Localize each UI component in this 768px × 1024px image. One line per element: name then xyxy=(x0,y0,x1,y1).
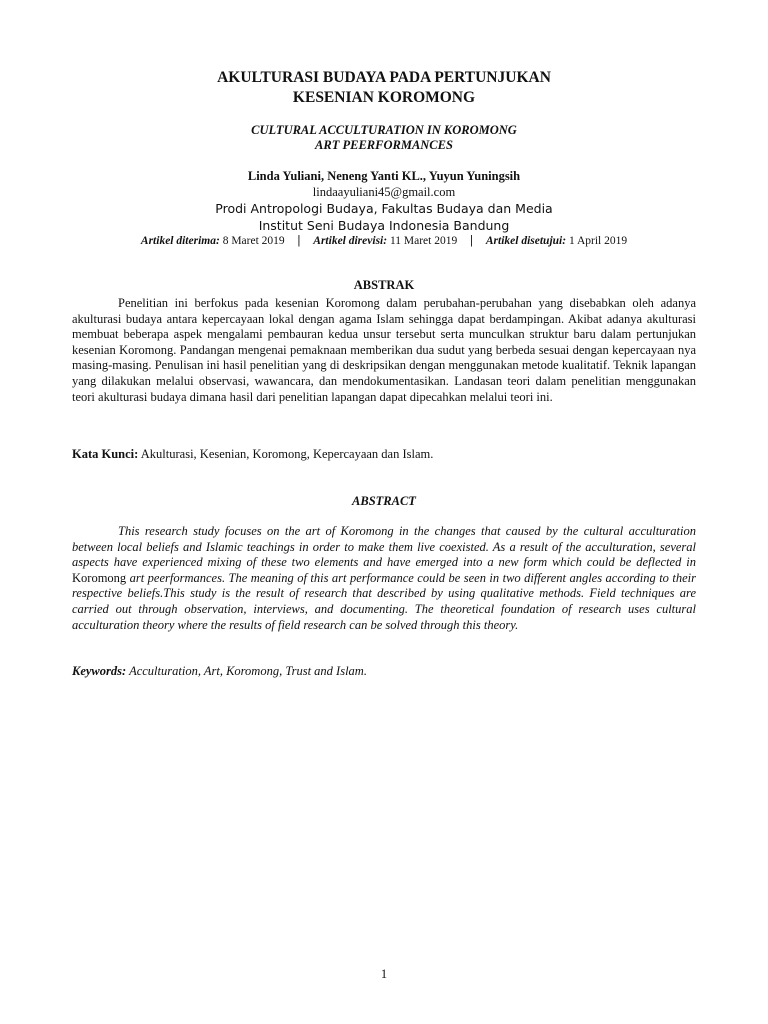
keywords-text: Acculturation, Art, Koromong, Trust and Islam. xyxy=(129,664,367,678)
kata-kunci-label: Kata Kunci: xyxy=(72,447,139,461)
abstract-body-koromong: Koromong xyxy=(72,570,127,585)
author-email: lindaayuliani45@gmail.com xyxy=(312,185,456,199)
paper-title-line-1: AKULTURASI BUDAYA PADA PERTUNJUKAN xyxy=(217,69,551,86)
article-dates xyxy=(0,232,768,249)
received-value: 8 Maret 2019 xyxy=(222,235,285,247)
accepted-label: Artikel disetujui: xyxy=(485,235,567,247)
paper-subtitle-line-2: ART PEERFORMANCES xyxy=(315,138,453,152)
page-number: 1 xyxy=(380,967,388,981)
paper-subtitle xyxy=(0,123,768,153)
abstrak-body: Penelitian ini berfokus pada kesenian Koromong dalam perubahan-perubahan yang disebabkan oleh adanya akulturasi budaya antara kepercayaan lokal dengan agama Islam sehingga dapat berdampingan. Akibat adanya akulturasi membuat beberapa aspek mengalami pembauran kedua unsur tersebut serta munculkan struktur baru dalam pertunjukan kesenian Koromong. Pandangan mengenai pemaknaan memberikan dua sudut yang berbeda sesuai dengan kepercayaan nya masing-masing. Penulisan ini hasil penelitian yang di deskripsikan dengan menggunakan metode kualitatif. Teknik lapangan yang dilakukan melalui observasi, wawancara, dan mendokumentasikan. Landasan teori dalam penelitian menggunakan teori akulturasi budaya dimana hasil dari penelitian lapangan dapat dipecahkan melalui teori ini. xyxy=(72,296,696,404)
date-separator: | xyxy=(470,232,473,247)
keywords-label: Keywords: xyxy=(72,664,127,678)
abstract-body-part-1: This research study focuses on the art of Koromong in the changes that caused by the cultural acculturation between local beliefs and Islamic teachings in order to make them live coexisted. As a result of the acculturation, several aspects have experienced mixing of these two elements and have emerged into a new form which could be deflected in xyxy=(72,524,696,570)
abstract-body xyxy=(72,524,696,633)
accepted-value: 1 April 2019 xyxy=(568,235,628,247)
abstract-heading: ABSTRACT xyxy=(352,494,416,508)
affiliation-line-2: Institut Seni Budaya Indonesia Bandung xyxy=(258,218,510,233)
abstrak-heading: ABSTRAK xyxy=(353,278,415,292)
affiliation-line-1: Prodi Antropologi Budaya, Fakultas Budaya dan Media xyxy=(215,201,553,216)
kata-kunci xyxy=(72,446,696,462)
keywords xyxy=(72,663,696,679)
paper-subtitle-line-1: CULTURAL ACCULTURATION IN KOROMONG xyxy=(251,123,517,137)
paper-title xyxy=(0,68,768,108)
author-list: Linda Yuliani, Neneng Yanti KL., Yuyun Yuningsih xyxy=(247,169,521,183)
paper-title-line-2: KESENIAN KOROMONG xyxy=(292,89,476,106)
kata-kunci-text: Akulturasi, Kesenian, Koromong, Kepercayaan dan Islam. xyxy=(140,447,434,461)
revised-value: 11 Maret 2019 xyxy=(389,235,458,247)
revised-label: Artikel direvisi: xyxy=(313,235,388,247)
date-separator: | xyxy=(297,232,301,247)
received-label: Artikel diterima: xyxy=(140,235,220,247)
abstract-body-part-2: art peerformances. The meaning of this art performance could be seen in two different angles according to their respective beliefs.This study is the result of research that described by using qualitative methods. Field techniques are carried out through observation, interviews, and documenting. The theoretical foundation of research uses cultural acculturation theory where the results of field research can be solved through this theory. xyxy=(72,570,696,632)
